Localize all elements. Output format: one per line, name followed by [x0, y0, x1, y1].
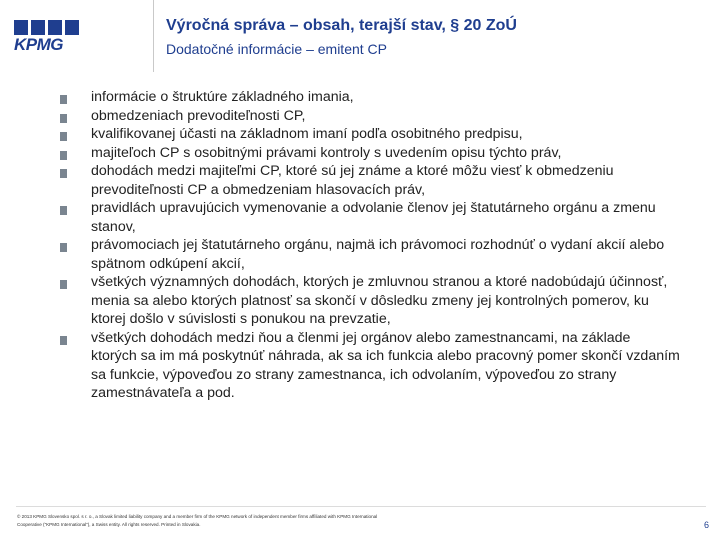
- footer-legal-line: Cooperative (“KPMG International”), a Swiss entity. All rights reserved. Printed in Slovakia.: [17, 522, 201, 527]
- bullet-icon: [60, 336, 67, 345]
- list-item-text: všetkých významných dohodách, ktorých je zmluvnou stranou a ktoré nadobúdajú účinnosť, menia sa alebo ktorých platnosť sa skončí v dôsledku zmeny jej kontrolných pomerov, ku ktorej došlo v súvislosti s ponukou na prevzatie,: [91, 274, 668, 327]
- bullet-icon: [60, 206, 67, 215]
- list-item: [60, 107, 680, 126]
- logo-boxes: [14, 20, 86, 35]
- list-item-text: právomociach jej štatutárneho orgánu, najmä ich právomoci rozhodnúť o vydaní akcií alebo spätnom odkúpení akcií,: [91, 237, 665, 272]
- list-item: [60, 162, 680, 199]
- page-number: 6: [704, 520, 710, 530]
- bullet-icon: [60, 169, 67, 178]
- footer-legal: [17, 513, 537, 529]
- bullet-icon: [60, 114, 67, 123]
- list-item-text: majiteľoch CP s osobitnými právami kontroly s uvedením opisu týchto práv,: [91, 144, 562, 161]
- logo-box: [65, 20, 79, 35]
- footer-divider: [16, 506, 706, 507]
- kpmg-logo: [14, 20, 86, 52]
- bullet-icon: [60, 280, 67, 289]
- list-item: [60, 329, 680, 403]
- bullet-icon: [60, 151, 67, 160]
- list-item: [60, 125, 680, 144]
- slide-subtitle: Dodatočné informácie – emitent CP: [166, 41, 387, 57]
- footer-legal-line: © 2013 KPMG Slovensko spol. s r. o., a Slovak limited liability company and a member firm of the KPMG network of independent member firms affiliated with KPMG International: [17, 514, 378, 519]
- logo-box: [14, 20, 28, 35]
- list-item: [60, 273, 680, 329]
- list-item: [60, 144, 680, 163]
- list-item-text: kvalifikovanej účasti na základnom imaní podľa osobitného predpisu,: [91, 126, 523, 142]
- slide-title: Výročná správa – obsah, terajší stav, § 20 ZoÚ: [166, 17, 517, 34]
- slide-header: [0, 0, 720, 80]
- bullet-icon: [60, 132, 67, 141]
- list-item: [60, 199, 680, 236]
- bullet-icon: [60, 243, 67, 252]
- list-item: [60, 236, 680, 273]
- logo-text: KPMG: [14, 35, 63, 54]
- list-item-text: všetkých dohodách medzi ňou a členmi jej orgánov alebo zamestnancami, na základe ktorých sa im má poskytnúť náhrada, ak sa ich funkcia alebo pracovný pomer skončí vzdaním sa funkcie, výpoveďou zo strany zamestnanca, ich odvolaním, výpoveďou zo strany zamestnávateľa a pod.: [91, 329, 680, 401]
- list-item: [60, 88, 680, 107]
- list-item-text: obmedzeniach prevoditeľnosti CP,: [91, 107, 306, 124]
- list-item-text: informácie o štruktúre základného imania,: [91, 89, 354, 105]
- logo-area: [0, 0, 118, 70]
- logo-box: [48, 20, 62, 35]
- bullet-list: [60, 88, 680, 403]
- logo-box: [31, 20, 45, 35]
- list-item-text: pravidlách upravujúcich vymenovanie a odvolanie členov jej štatutárneho orgánu a zmenu stanov,: [91, 200, 656, 235]
- header-divider: [153, 0, 154, 72]
- list-item-text: dohodách medzi majiteľmi CP, ktoré sú jej známe a ktoré môžu viesť k obmedzeniu prevoditeľnosti CP a obmedzeniam hlasovacích práv,: [91, 163, 614, 198]
- bullet-icon: [60, 95, 67, 104]
